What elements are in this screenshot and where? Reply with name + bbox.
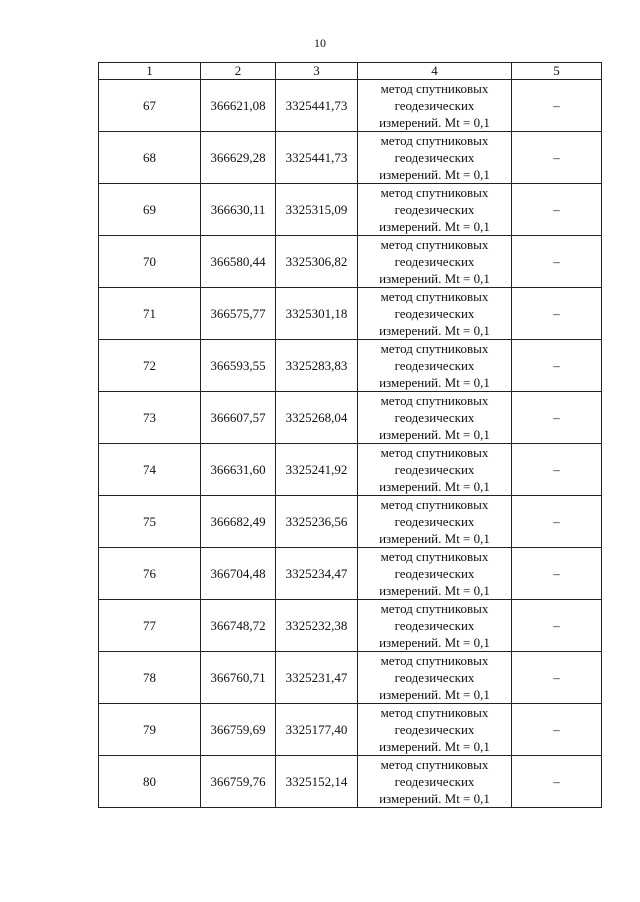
coordinate-y: 3325241,92 bbox=[276, 444, 358, 496]
method-line: геодезических bbox=[394, 306, 475, 321]
note-cell: – bbox=[512, 184, 602, 236]
method-cell bbox=[358, 184, 512, 236]
coordinate-y: 3325301,18 bbox=[276, 288, 358, 340]
table-row bbox=[99, 548, 602, 600]
method-line: метод спутниковых bbox=[380, 497, 489, 512]
table-row bbox=[99, 496, 602, 548]
method-line: измерений. Mt = 0,1 bbox=[379, 219, 490, 234]
note-cell: – bbox=[512, 444, 602, 496]
coordinate-x: 366748,72 bbox=[201, 600, 276, 652]
page-number: 10 bbox=[314, 36, 326, 50]
point-number: 80 bbox=[99, 756, 201, 808]
note-cell: – bbox=[512, 756, 602, 808]
coordinate-y: 3325283,83 bbox=[276, 340, 358, 392]
point-number: 78 bbox=[99, 652, 201, 704]
method-cell bbox=[358, 132, 512, 184]
method-line: геодезических bbox=[394, 410, 475, 425]
method-cell bbox=[358, 80, 512, 132]
method-line: измерений. Mt = 0,1 bbox=[379, 791, 490, 806]
method-line: метод спутниковых bbox=[380, 549, 489, 564]
coordinate-y: 3325232,38 bbox=[276, 600, 358, 652]
coordinate-x: 366682,49 bbox=[201, 496, 276, 548]
method-line: измерений. Mt = 0,1 bbox=[379, 635, 490, 650]
note-cell: – bbox=[512, 496, 602, 548]
note-cell: – bbox=[512, 392, 602, 444]
coordinate-x: 366760,71 bbox=[201, 652, 276, 704]
method-line: геодезических bbox=[394, 202, 475, 217]
header-cell: 2 bbox=[201, 63, 276, 80]
method-line: метод спутниковых bbox=[380, 705, 489, 720]
point-number: 70 bbox=[99, 236, 201, 288]
point-number: 67 bbox=[99, 80, 201, 132]
method-line: измерений. Mt = 0,1 bbox=[379, 167, 490, 182]
point-number: 74 bbox=[99, 444, 201, 496]
method-cell bbox=[358, 496, 512, 548]
point-number: 72 bbox=[99, 340, 201, 392]
point-number: 68 bbox=[99, 132, 201, 184]
coordinate-x: 366621,08 bbox=[201, 80, 276, 132]
method-line: измерений. Mt = 0,1 bbox=[379, 531, 490, 546]
method-line: метод спутниковых bbox=[380, 289, 489, 304]
method-cell bbox=[358, 652, 512, 704]
table-row bbox=[99, 652, 602, 704]
point-number: 76 bbox=[99, 548, 201, 600]
note-cell: – bbox=[512, 80, 602, 132]
note-cell: – bbox=[512, 340, 602, 392]
table-row bbox=[99, 288, 602, 340]
method-cell bbox=[358, 704, 512, 756]
table-row bbox=[99, 704, 602, 756]
method-line: геодезических bbox=[394, 618, 475, 633]
method-line: метод спутниковых bbox=[380, 653, 489, 668]
method-line: измерений. Mt = 0,1 bbox=[379, 115, 490, 130]
method-line: измерений. Mt = 0,1 bbox=[379, 479, 490, 494]
table-row bbox=[99, 756, 602, 808]
coordinates-table bbox=[98, 62, 602, 808]
coordinate-y: 3325441,73 bbox=[276, 80, 358, 132]
note-cell: – bbox=[512, 288, 602, 340]
coordinate-x: 366580,44 bbox=[201, 236, 276, 288]
method-line: измерений. Mt = 0,1 bbox=[379, 739, 490, 754]
note-cell: – bbox=[512, 704, 602, 756]
coordinate-x: 366630,11 bbox=[201, 184, 276, 236]
point-number: 77 bbox=[99, 600, 201, 652]
coordinate-x: 366593,55 bbox=[201, 340, 276, 392]
method-line: метод спутниковых bbox=[380, 81, 489, 96]
method-line: геодезических bbox=[394, 98, 475, 113]
method-line: метод спутниковых bbox=[380, 185, 489, 200]
header-row bbox=[99, 63, 602, 80]
coordinate-x: 366575,77 bbox=[201, 288, 276, 340]
table-row bbox=[99, 444, 602, 496]
method-line: метод спутниковых bbox=[380, 341, 489, 356]
method-line: метод спутниковых bbox=[380, 757, 489, 772]
table-row bbox=[99, 184, 602, 236]
coordinate-y: 3325236,56 bbox=[276, 496, 358, 548]
method-line: метод спутниковых bbox=[380, 133, 489, 148]
table-row bbox=[99, 340, 602, 392]
method-line: геодезических bbox=[394, 150, 475, 165]
method-line: геодезических bbox=[394, 722, 475, 737]
method-cell bbox=[358, 756, 512, 808]
coordinate-y: 3325306,82 bbox=[276, 236, 358, 288]
coordinate-x: 366759,76 bbox=[201, 756, 276, 808]
note-cell: – bbox=[512, 236, 602, 288]
method-cell bbox=[358, 444, 512, 496]
coordinate-x: 366607,57 bbox=[201, 392, 276, 444]
table-row bbox=[99, 80, 602, 132]
note-cell: – bbox=[512, 132, 602, 184]
coordinate-y: 3325177,40 bbox=[276, 704, 358, 756]
method-cell bbox=[358, 548, 512, 600]
method-line: измерений. Mt = 0,1 bbox=[379, 271, 490, 286]
coordinate-y: 3325234,47 bbox=[276, 548, 358, 600]
point-number: 71 bbox=[99, 288, 201, 340]
coordinate-y: 3325315,09 bbox=[276, 184, 358, 236]
method-line: метод спутниковых bbox=[380, 237, 489, 252]
point-number: 73 bbox=[99, 392, 201, 444]
table-row bbox=[99, 236, 602, 288]
method-line: геодезических bbox=[394, 566, 475, 581]
header-cell: 3 bbox=[276, 63, 358, 80]
method-line: геодезических bbox=[394, 774, 475, 789]
coordinate-y: 3325268,04 bbox=[276, 392, 358, 444]
method-line: геодезических bbox=[394, 462, 475, 477]
method-cell bbox=[358, 340, 512, 392]
point-number: 69 bbox=[99, 184, 201, 236]
table-row bbox=[99, 392, 602, 444]
point-number: 79 bbox=[99, 704, 201, 756]
method-cell bbox=[358, 288, 512, 340]
point-number: 75 bbox=[99, 496, 201, 548]
note-cell: – bbox=[512, 548, 602, 600]
method-line: измерений. Mt = 0,1 bbox=[379, 427, 490, 442]
note-cell: – bbox=[512, 652, 602, 704]
method-cell bbox=[358, 392, 512, 444]
coordinate-x: 366629,28 bbox=[201, 132, 276, 184]
coordinate-x: 366759,69 bbox=[201, 704, 276, 756]
coordinate-x: 366704,48 bbox=[201, 548, 276, 600]
method-line: геодезических bbox=[394, 514, 475, 529]
note-cell: – bbox=[512, 600, 602, 652]
method-line: измерений. Mt = 0,1 bbox=[379, 583, 490, 598]
method-line: измерений. Mt = 0,1 bbox=[379, 687, 490, 702]
method-cell bbox=[358, 600, 512, 652]
method-line: метод спутниковых bbox=[380, 601, 489, 616]
method-line: метод спутниковых bbox=[380, 393, 489, 408]
method-line: геодезических bbox=[394, 670, 475, 685]
coordinate-y: 3325152,14 bbox=[276, 756, 358, 808]
method-line: измерений. Mt = 0,1 bbox=[379, 323, 490, 338]
coordinate-y: 3325441,73 bbox=[276, 132, 358, 184]
header-cell: 5 bbox=[512, 63, 602, 80]
method-line: измерений. Mt = 0,1 bbox=[379, 375, 490, 390]
table-row bbox=[99, 132, 602, 184]
table-row bbox=[99, 600, 602, 652]
coordinate-x: 366631,60 bbox=[201, 444, 276, 496]
method-line: геодезических bbox=[394, 254, 475, 269]
method-line: геодезических bbox=[394, 358, 475, 373]
method-cell bbox=[358, 236, 512, 288]
method-line: метод спутниковых bbox=[380, 445, 489, 460]
coordinate-y: 3325231,47 bbox=[276, 652, 358, 704]
header-cell: 1 bbox=[99, 63, 201, 80]
header-cell: 4 bbox=[358, 63, 512, 80]
